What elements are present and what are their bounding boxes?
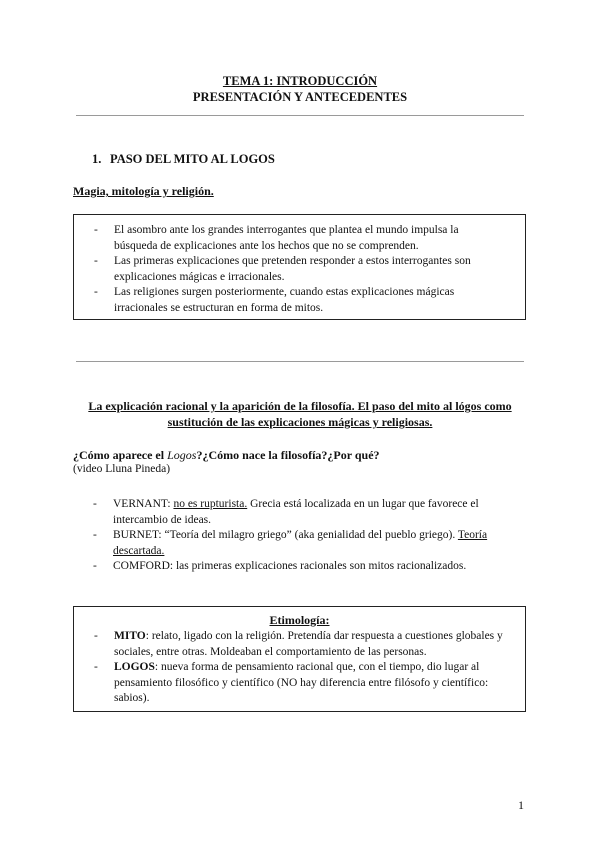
summary-box [73, 214, 526, 320]
subheading: Magia, mitología y religión. [73, 184, 214, 198]
logos-italic: Logos [167, 448, 197, 462]
list-item: - Las primeras explicaciones que pretenden responder a estos interrogantes son explicaciones mágicas e irracionales. [74, 254, 504, 285]
etymology-title: Etimología: [269, 613, 330, 627]
divider [76, 361, 524, 362]
section-heading-2: La explicación racional y la aparición de la filosofía. El paso del mito al lógos como sustitución de las explicaciones mágicas y religiosas. [88, 399, 512, 429]
video-note: (video Lluna Pineda) [73, 463, 171, 475]
document-title: TEMA 1: INTRODUCCIÓN [222, 74, 378, 88]
guiding-question: ¿Cómo aparece el Logos?¿Cómo nace la filosofía?¿Por qué? [73, 448, 380, 462]
section-number: 1. [92, 152, 102, 166]
theories-list [73, 497, 526, 575]
etymology-list [74, 629, 514, 707]
list-item-burnet: - BURNET: “Teoría del milagro griego” (aka genialidad del pueblo griego). Teoría descartada. [73, 528, 526, 559]
page-number: 1 [518, 798, 524, 812]
section-heading [92, 152, 275, 167]
list-item: - El asombro ante los grandes interrogantes que plantea el mundo impulsa la búsqueda de explicaciones ante los hechos que no se comprenden. [74, 223, 504, 254]
section-title: PASO DEL MITO AL LOGOS [110, 152, 275, 166]
list-item-comford: - COMFORD: las primeras explicaciones racionales son mitos racionalizados. [73, 559, 526, 575]
summary-list [74, 223, 504, 316]
document-subtitle: PRESENTACIÓN Y ANTECEDENTES [192, 90, 408, 104]
list-item: - Las religiones surgen posteriormente, cuando estas explicaciones mágicas irracionales se estructuran en forma de mitos. [74, 285, 504, 316]
list-item-logos: - LOGOS: nueva forma de pensamiento racional que, con el tiempo, dio lugar al pensamiento filosófico y científico (NO hay diferencia entre filósofo y científico: sabios). [74, 660, 514, 707]
etymology-box [73, 606, 526, 712]
list-item-vernant: - VERNANT: no es rupturista. Grecia está localizada en un lugar que favorece el intercambio de ideas. [73, 497, 526, 528]
list-item-mito: - MITO: relato, ligado con la religión. Pretendía dar respuesta a cuestiones globales y sociales, entre otras. Moldeaban el comportamiento de las personas. [74, 629, 514, 660]
divider [76, 115, 524, 116]
